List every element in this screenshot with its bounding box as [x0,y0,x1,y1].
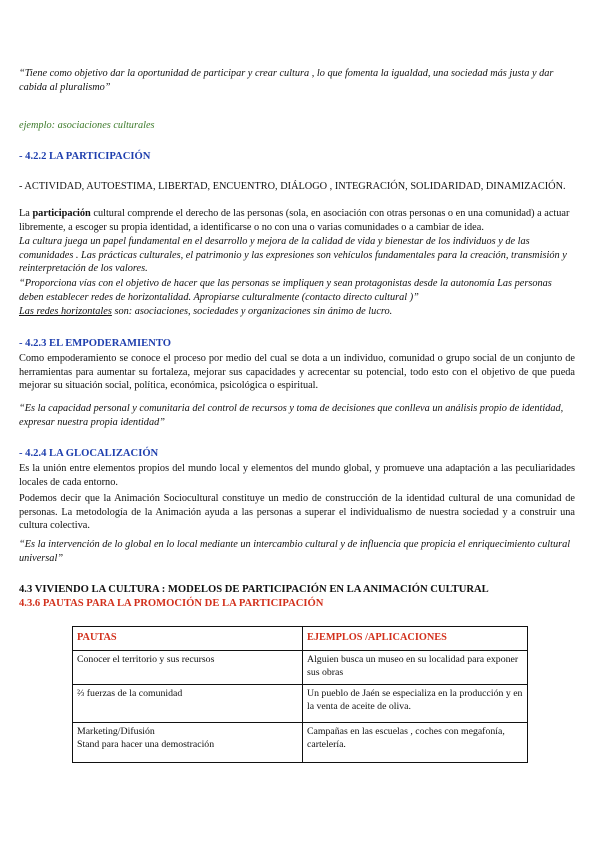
table-cell: Campañas en las escuelas , coches con megafonía, cartelería. [303,723,528,763]
table-row [73,651,528,685]
participacion-term: participación [32,208,91,219]
glocalizacion-quote: “Es la intervención de lo global en lo local mediante un intercambio cultural y de influencia que propicia el enriquecimiento cultural universal” [19,539,571,564]
empoderamiento-quote: “Es la capacidad personal y comunitaria del control de recursos y toma de decisiones que conlleva un análisis propio de identidad, expresar nuestra propia identidad” [19,403,564,428]
redes-paragraph [19,305,575,319]
empoderamiento-paragraph: Como empoderamiento se conoce el proceso por medio del cual se dota a un individuo, comunidad o grupo social de un conjunto de herramientas para aumentar su fortaleza, mejorar sus capacidades y acrecentar su potencial, todo esto con el objetivo de que pueda mejorar su situación social, política, económica, psicológica o espiritual. [19,353,575,392]
cultura-paragraph: La cultura juega un papel fundamental en el desarrollo y mejora de la calidad de vida y bienestar de los individuos y de las comunidades . Las prácticas culturales, el patrimonio y las expresiones son vehículos fundamentales para la creación, transmisión y reinterpretación de los valores. [19,236,567,275]
example-note: ejemplo: asociaciones culturales [19,120,155,131]
table-cell: Alguien busca un museo en su localidad para exponer sus obras [303,651,528,685]
table-row [73,723,528,763]
pautas-table [72,626,528,763]
participacion-prefix: La [19,208,33,219]
table-header-pautas: PAUTAS [73,627,303,651]
redes-horizontales-term: Las redes horizontales [19,306,112,317]
table-header-ejemplos: EJEMPLOS /APLICACIONES [303,627,528,651]
heading-glocalizacion: - 4.2.4 LA GLOCALIZACIÓN [19,448,159,459]
heading-section-4-3: 4.3 VIVIENDO LA CULTURA : MODELOS DE PARTICIPACIÓN EN LA ANIMACIÓN CULTURAL [19,584,489,595]
objective-quote: “Tiene como objetivo dar la oportunidad de participar y crear cultura , lo que fomenta la igualdad, una sociedad más justa y dar cabida al pluralismo” [19,68,554,93]
heading-participacion: - 4.2.2 LA PARTICIPACIÓN [19,151,151,162]
table-header-row [73,627,528,651]
redes-definition: son: asociaciones, sociedades y organizaciones sin ánimo de lucro. [111,306,393,317]
heading-empoderamiento: - 4.2.3 EL EMPODERAMIENTO [19,338,171,349]
participacion-definition: cultural comprende el derecho de las personas (sola, en asociación con otras personas o en una comunidad) a actuar libremente, a escoger su propia identidad, a identificarse o no con una o varias comunidades o a cambiar de idea. [19,208,570,233]
participacion-paragraph [19,207,575,234]
table-row [73,685,528,723]
heading-section-4-3-6: 4.3.6 PAUTAS PARA LA PROMOCIÓN DE LA PARTICIPACIÓN [19,598,324,609]
glocalizacion-paragraph-2: Podemos decir que la Animación Sociocultural constituye un medio de construcción de la identidad cultural de una comunidad de personas. La metodología de la Animación ayuda a las personas a superar el individualismo de nuestra sociedad y a construir una cultura colectiva. [19,493,575,532]
glocalizacion-paragraph-1: Es la unión entre elementos propios del mundo local y elementos del mundo global, y promueve una adaptación a las peculiaridades locales de cada entorno. [19,463,575,488]
participacion-keywords: - ACTIVIDAD, AUTOESTIMA, LIBERTAD, ENCUENTRO, DIÁLOGO , INTEGRACIÓN, SOLIDARIDAD, DINAMIZACIÓN. [19,181,566,192]
table-cell: ⅔ fuerzas de la comunidad [73,685,303,723]
table-cell: Conocer el territorio y sus recursos [73,651,303,685]
vias-quote: “Proporciona vías con el objetivo de hacer que las personas se impliquen y sean protagonistas desde la autonomía Las personas deben establecer redes de horizontalidad. Apropiarse culturalmente (contacto directo cultural )” [19,278,552,303]
table-cell: Un pueblo de Jaén se especializa en la producción y en la venta de aceite de oliva. [303,685,528,723]
table-cell: Marketing/Difusión Stand para hacer una demostración [73,723,303,763]
